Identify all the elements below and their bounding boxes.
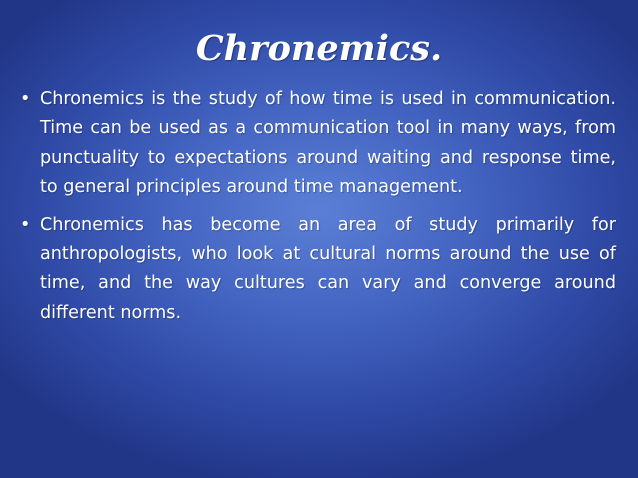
slide-title: Chronemics. xyxy=(195,28,443,69)
bullet-text: Chronemics is the study of how time is used in communication. Time can be used as a communication tool in many ways, from punctuality to expectations around waiting and response time, to general principles around time management. xyxy=(40,89,616,198)
bullet-list xyxy=(20,85,616,336)
bullet-text: Chronemics has become an area of study primarily for anthropologists, who look at cultural norms around the use of time, and the way cultures can vary and converge around different norms. xyxy=(40,214,616,323)
bullet-item xyxy=(20,211,616,329)
bullet-dot-icon: • xyxy=(20,214,31,235)
bullet-item xyxy=(20,85,616,203)
bullet-dot-icon: • xyxy=(20,89,31,109)
